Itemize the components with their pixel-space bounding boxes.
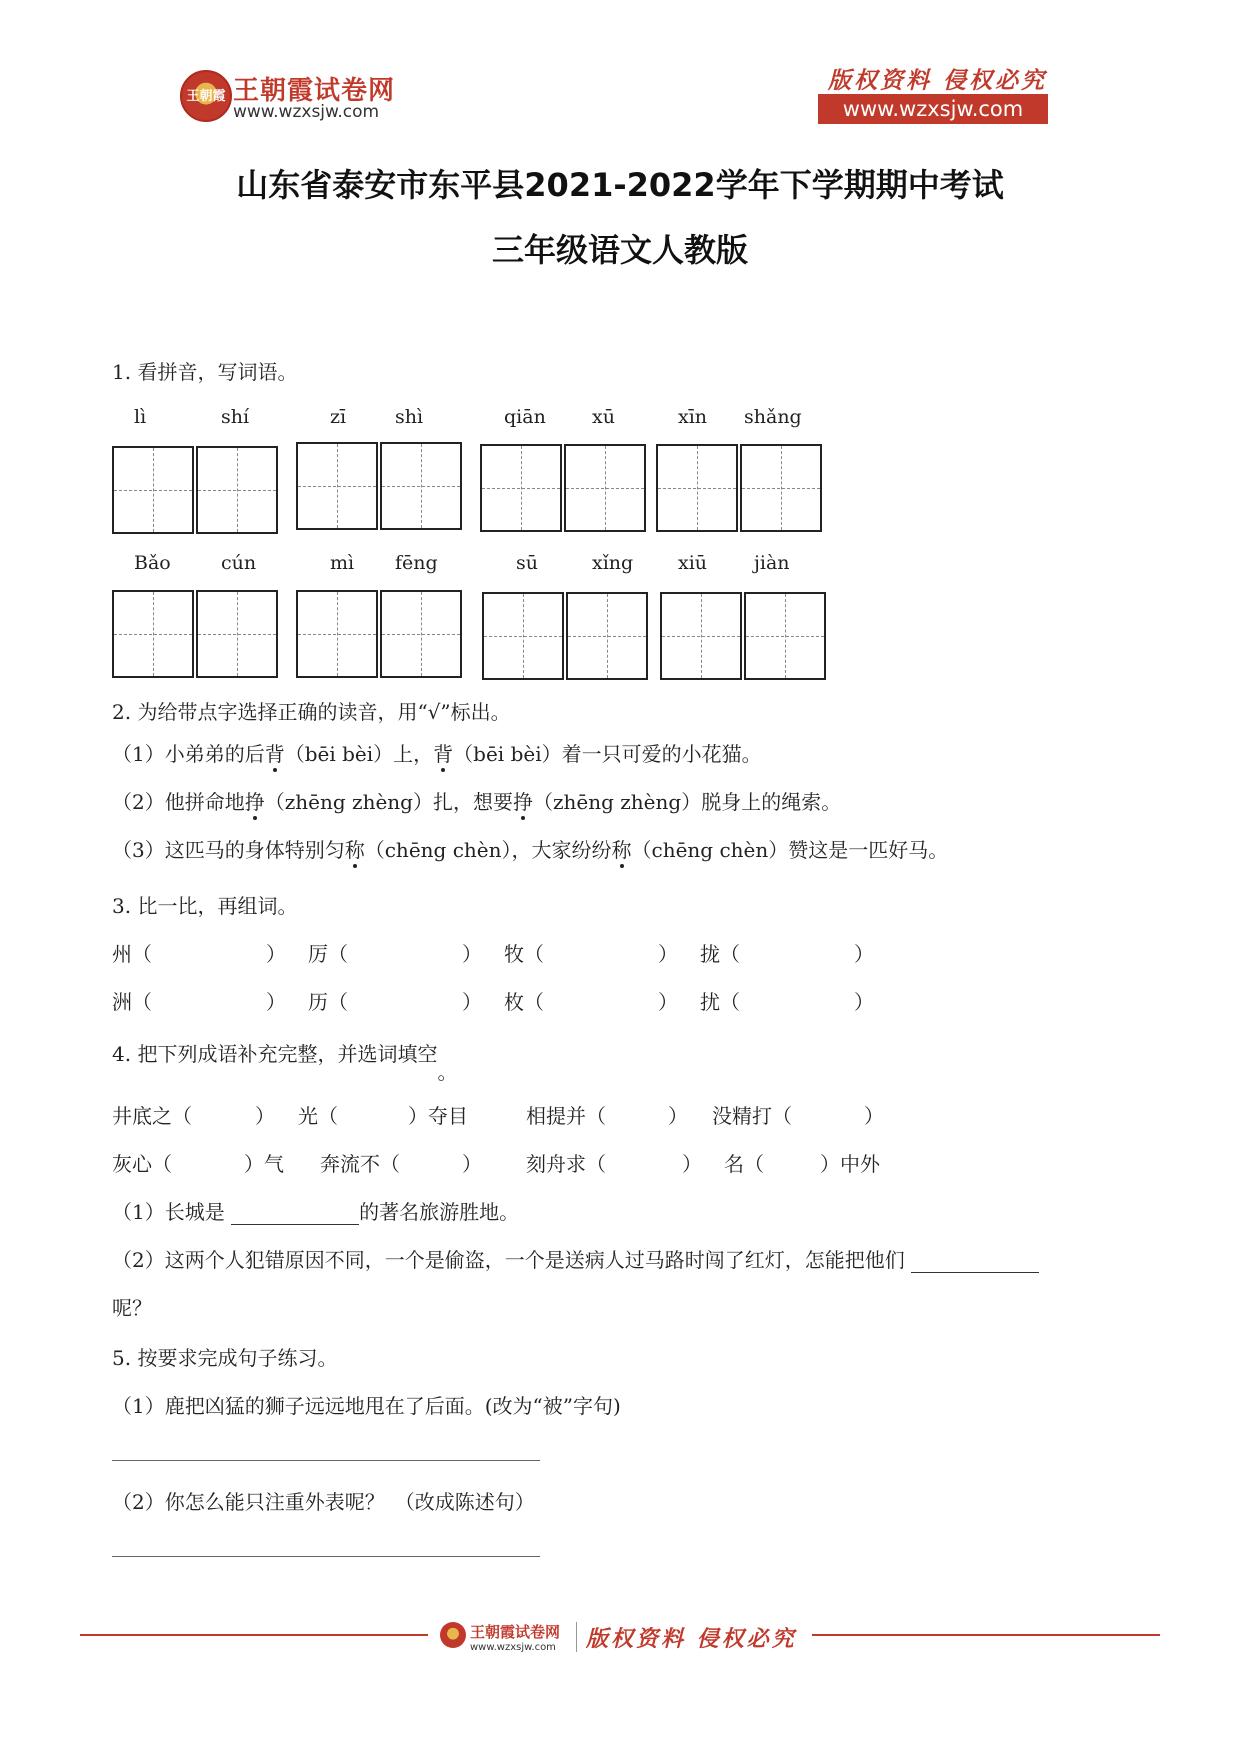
q3-blank-close[interactable]: ） <box>658 942 678 966</box>
logo-url: www.wzxsjw.com <box>233 102 380 122</box>
idiom-part[interactable]: ） <box>682 1152 702 1176</box>
idiom-part: 刻舟求（ <box>526 1152 606 1176</box>
q2-sentence-1: （1）小弟弟的后背（bēi bèi）上，背（bēi bèi）着一只可爱的小花猫。 <box>112 742 762 766</box>
answer-line[interactable] <box>112 1556 540 1557</box>
fill-blank[interactable] <box>911 1248 1039 1273</box>
pinyin: xīn <box>678 406 708 428</box>
q3-blank-close[interactable]: ） <box>854 990 874 1014</box>
q4-sentence-1: （1）长城是 的著名旅游胜地。 <box>112 1200 520 1224</box>
footer-copyright: 版权资料 侵权必究 <box>586 1626 797 1652</box>
q3-char: 枚（ <box>504 990 544 1014</box>
footer-logo-name: 王朝霞试卷网 <box>470 1623 561 1641</box>
footer-logo-url: www.wzxsjw.com <box>470 1642 556 1653</box>
pinyin: Bǎo <box>134 552 171 574</box>
q3-blank-close[interactable]: ） <box>462 942 482 966</box>
pinyin: xiū <box>678 552 708 574</box>
q3-blank-close[interactable]: ） <box>266 990 286 1014</box>
q2-sentence-3: （3）这匹马的身体特别匀称（chēng chèn），大家纷纷称（chēng chèn）赞这是一匹好马。 <box>112 838 949 862</box>
writing-grid[interactable] <box>112 590 278 678</box>
q3-char: 拢（ <box>700 942 740 966</box>
q4-sentence-2-end: 呢？ <box>112 1296 152 1320</box>
idiom-part[interactable]: ）中外 <box>820 1152 880 1176</box>
q3-char: 历（ <box>308 990 348 1014</box>
q2-sentence-2: （2）他拼命地挣（zhēng zhèng）扎，想要挣（zhēng zhèng）脱身上的绳索。 <box>112 790 842 814</box>
copyright-notice: 版权资料 侵权必究 <box>828 67 1048 94</box>
pinyin: xǐng <box>592 552 634 574</box>
writing-grid[interactable] <box>480 444 646 532</box>
writing-grid[interactable] <box>482 592 648 680</box>
q2-stem: 2. 为给带点字选择正确的读音，用“√”标出。 <box>112 700 511 724</box>
page-title: 山东省泰安市东平县2021-2022学年下学期期中考试 <box>236 166 1004 204</box>
q4-sentence-2: （2）这两个人犯错原因不同，一个是偷盗，一个是送病人过马路时闯了红灯，怎能把他们 <box>112 1244 1039 1273</box>
pinyin: zī <box>330 406 347 428</box>
q3-blank-close[interactable]: ） <box>854 942 874 966</box>
pinyin: shí <box>221 406 250 428</box>
copyright-url-banner: www.wzxsjw.com <box>818 94 1048 124</box>
page-subtitle: 三年级语文人教版 <box>491 231 748 269</box>
idiom-part: 光（ <box>298 1104 338 1128</box>
q5-stem: 5. 按要求完成句子练习。 <box>112 1346 338 1370</box>
idiom-part: 名（ <box>724 1152 764 1176</box>
q3-char: 洲（ <box>112 990 152 1014</box>
writing-grid[interactable] <box>296 442 462 530</box>
q3-blank-close[interactable]: ） <box>462 990 482 1014</box>
footer-divider <box>812 1634 1160 1636</box>
footer-separator <box>576 1622 577 1652</box>
answer-line[interactable] <box>112 1460 540 1461</box>
pinyin: jiàn <box>754 552 790 574</box>
pinyin: sū <box>516 552 538 574</box>
q3-char: 牧（ <box>504 942 544 966</box>
idiom-part[interactable]: ） <box>668 1104 688 1128</box>
pinyin: mì <box>330 552 355 574</box>
pinyin: fēng <box>395 552 438 574</box>
idiom-part: 井底之（ <box>112 1104 192 1128</box>
q4-stem: 4. 把下列成语补充完整，并选词填空。 <box>112 1042 458 1084</box>
q5-sentence-2: （2）你怎么能只注重外表呢？ （改成陈述句） <box>112 1490 535 1514</box>
pinyin: shì <box>395 406 424 428</box>
fill-blank[interactable] <box>231 1200 359 1225</box>
pinyin: cún <box>221 552 257 574</box>
logo-badge-icon: 王朝霞 <box>180 70 232 122</box>
idiom-part[interactable]: ） <box>255 1104 275 1128</box>
idiom-part: 灰心（ <box>112 1152 172 1176</box>
pinyin: xū <box>592 406 615 428</box>
q3-char: 厉（ <box>308 942 348 966</box>
idiom-part[interactable]: ）夺目 <box>408 1104 468 1128</box>
q3-char: 扰（ <box>700 990 740 1014</box>
footer-logo-icon <box>440 1622 466 1648</box>
writing-grid[interactable] <box>296 590 462 678</box>
idiom-part[interactable]: ）气 <box>244 1152 284 1176</box>
q3-stem: 3. 比一比，再组词。 <box>112 894 298 918</box>
writing-grid[interactable] <box>656 444 822 532</box>
q1-stem: 1. 看拼音，写词语。 <box>112 360 298 384</box>
writing-grid[interactable] <box>660 592 826 680</box>
pinyin: lì <box>134 406 147 428</box>
idiom-part: 相提并（ <box>526 1104 606 1128</box>
pinyin: qiān <box>504 406 546 428</box>
idiom-part[interactable]: ） <box>864 1104 884 1128</box>
logo-name: 王朝霞试卷网 <box>233 76 396 106</box>
q3-char: 州（ <box>112 942 152 966</box>
q5-sentence-1: （1）鹿把凶猛的狮子远远地甩在了后面。(改为“被”字句) <box>112 1394 621 1418</box>
idiom-part[interactable]: ） <box>462 1152 482 1176</box>
pinyin: shǎng <box>744 406 802 428</box>
idiom-part: 奔流不（ <box>320 1152 400 1176</box>
q3-blank-close[interactable]: ） <box>658 990 678 1014</box>
q3-blank-close[interactable]: ） <box>266 942 286 966</box>
writing-grid[interactable] <box>112 446 278 534</box>
idiom-part: 没精打（ <box>712 1104 792 1128</box>
footer-divider <box>80 1634 428 1636</box>
